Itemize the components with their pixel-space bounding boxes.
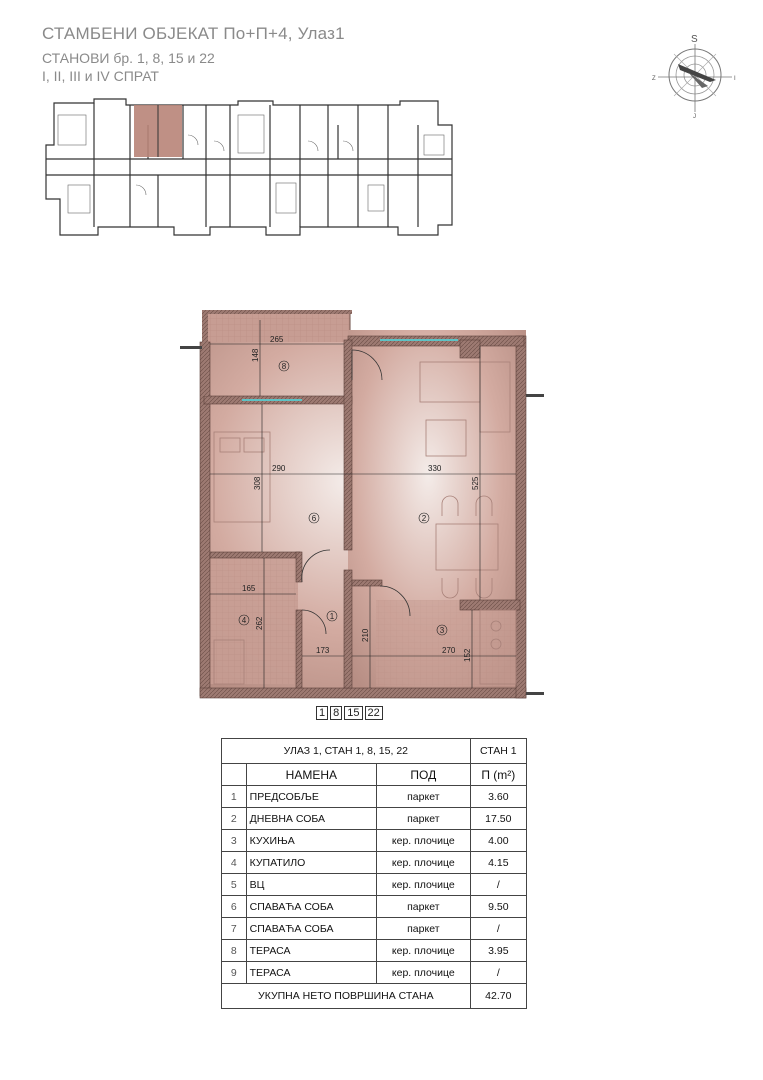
col-floor-header: ПОД [377, 764, 471, 786]
unit-number: 8 [330, 706, 342, 720]
table-row: 9 ТЕРАСА кер. плочице / [222, 962, 527, 984]
apartment-floor-plan [180, 300, 550, 720]
table-row: 5 ВЦ кер. плочице / [222, 874, 527, 896]
col-name-header: НАМЕНА [246, 764, 376, 786]
building-key-plan [38, 95, 458, 240]
dim-bedroom-depth: 308 [253, 476, 262, 490]
table-row: 4 КУПАТИЛО кер. плочице 4.15 [222, 852, 527, 874]
room-marker-bedroom: 6 [311, 514, 317, 523]
table-heading: УЛАЗ 1, СТАН 1, 8, 15, 22 [222, 739, 471, 764]
table-row: 7 СПАВАЋА СОБА паркет / [222, 918, 527, 940]
dim-bath-depth: 262 [255, 616, 264, 630]
total-label: УКУПНА НЕТО ПОВРШИНА СТАНА [222, 984, 471, 1009]
dim-terrace-depth: 148 [251, 348, 260, 362]
room-marker-hall: 1 [329, 612, 335, 621]
dim-bath-width: 165 [242, 584, 256, 593]
table-row: 3 КУХИЊА кер. плочице 4.00 [222, 830, 527, 852]
dim-living-depth: 525 [471, 476, 480, 490]
unit-numbers [316, 706, 385, 720]
compass-icon [650, 30, 740, 120]
page-title: СТАМБЕНИ ОБЈЕКАТ По+П+4, Улаз1 [42, 24, 345, 43]
room-marker-living: 2 [421, 514, 427, 523]
compass-west-label: Z [652, 76, 656, 82]
room-marker-kitchen: 3 [439, 626, 445, 635]
dim-hall-depth: 210 [361, 628, 370, 642]
dim-terrace-width: 265 [270, 335, 284, 344]
compass-south-label: J [693, 114, 696, 120]
unit-number: 15 [344, 706, 362, 720]
table-row: 8 ТЕРАСА кер. плочице 3.95 [222, 940, 527, 962]
room-marker-bathroom: 4 [241, 616, 247, 625]
table-unit: СТАН 1 [470, 739, 526, 764]
dim-hall-width: 173 [316, 646, 330, 655]
total-value: 42.70 [470, 984, 526, 1009]
unit-number: 1 [316, 706, 328, 720]
unit-number: 22 [365, 706, 383, 720]
table-row: 2 ДНЕВНА СОБА паркет 17.50 [222, 808, 527, 830]
dim-kitchen-depth: 152 [463, 648, 472, 662]
floors-subtitle: I, II, III и IV СПРАТ [42, 68, 159, 84]
dim-bedroom-width: 290 [272, 464, 286, 473]
col-area-header: П (m²) [470, 764, 526, 786]
dim-kitchen-width: 270 [442, 646, 456, 655]
dim-living-width: 330 [428, 464, 442, 473]
rooms-table [221, 738, 527, 1009]
room-marker-terrace: 8 [281, 362, 287, 371]
compass-east-label: I [734, 76, 736, 82]
compass-north-label: S [691, 34, 698, 45]
table-row: 1 ПРЕДСОБЉЕ паркет 3.60 [222, 786, 527, 808]
table-row: 6 СПАВАЋА СОБА паркет 9.50 [222, 896, 527, 918]
apartments-subtitle: СТАНОВИ бр. 1, 8, 15 и 22 [42, 50, 215, 66]
